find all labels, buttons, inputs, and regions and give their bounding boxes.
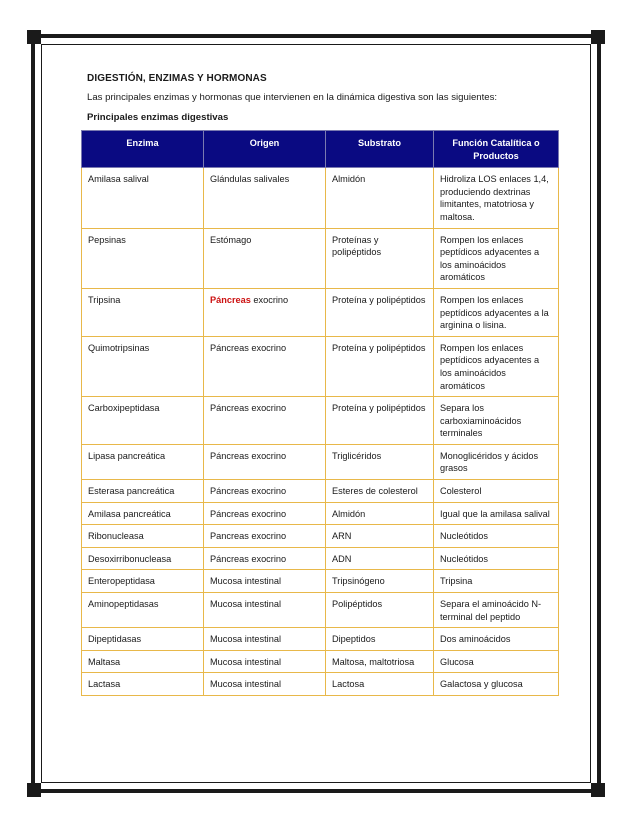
cell-enzima: Lactasa bbox=[82, 673, 204, 696]
cell-substrato: ARN bbox=[326, 525, 434, 548]
table-row bbox=[82, 168, 559, 228]
table-row bbox=[82, 650, 559, 673]
table-row bbox=[82, 228, 559, 288]
cell-origen: Mucosa intestinal bbox=[204, 593, 326, 628]
cell-origen-text: exocrino bbox=[250, 294, 289, 305]
table-row bbox=[82, 570, 559, 593]
cell-substrato: Proteína y polipéptidos bbox=[326, 397, 434, 445]
cell-origen: Mucosa intestinal bbox=[204, 628, 326, 651]
cell-substrato: Tripsinógeno bbox=[326, 570, 434, 593]
cell-origen: Páncreas exocrino bbox=[204, 480, 326, 503]
cell-enzima: Tripsina bbox=[82, 288, 204, 336]
cell-origen: Mucosa intestinal bbox=[204, 650, 326, 673]
cell-substrato: Proteína y polipéptidos bbox=[326, 288, 434, 336]
cell-enzima: Ribonucleasa bbox=[82, 525, 204, 548]
table-row bbox=[82, 480, 559, 503]
cell-funcion: Glucosa bbox=[434, 650, 559, 673]
enzymes-table bbox=[81, 130, 559, 696]
table-row bbox=[82, 444, 559, 479]
cell-enzima: Esterasa pancreática bbox=[82, 480, 204, 503]
cell-origen: Pancreas exocrino bbox=[204, 525, 326, 548]
table-row bbox=[82, 547, 559, 570]
table-row bbox=[82, 502, 559, 525]
cell-origen: Estómago bbox=[204, 228, 326, 288]
cell-funcion: Colesterol bbox=[434, 480, 559, 503]
cell-substrato: Almidón bbox=[326, 168, 434, 228]
highlighted-term: Páncreas bbox=[210, 294, 251, 305]
table-row bbox=[82, 397, 559, 445]
cell-enzima: Dipeptidasas bbox=[82, 628, 204, 651]
cell-substrato: Proteínas y polipéptidos bbox=[326, 228, 434, 288]
cell-funcion: Dos aminoácidos bbox=[434, 628, 559, 651]
table-heading: Principales enzimas digestivas bbox=[87, 112, 229, 123]
intro-paragraph: Las principales enzimas y hormonas que intervienen en la dinámica digestiva son las siguientes: bbox=[87, 92, 498, 103]
cell-origen: Páncreas exocrino bbox=[204, 502, 326, 525]
cell-substrato: Esteres de colesterol bbox=[326, 480, 434, 503]
cell-origen: Mucosa intestinal bbox=[204, 570, 326, 593]
cell-enzima: Carboxipeptidasa bbox=[82, 397, 204, 445]
table-row bbox=[82, 628, 559, 651]
table-row bbox=[82, 336, 559, 396]
table-row bbox=[82, 288, 559, 336]
cell-origen: Glándulas salivales bbox=[204, 168, 326, 228]
cell-enzima: Enteropeptidasa bbox=[82, 570, 204, 593]
cell-funcion: Galactosa y glucosa bbox=[434, 673, 559, 696]
document-title: DIGESTIÓN, ENZIMAS Y HORMONAS bbox=[87, 73, 267, 84]
header-enzima: Enzima bbox=[82, 131, 204, 168]
document-body bbox=[87, 73, 557, 123]
cell-enzima: Lipasa pancreática bbox=[82, 444, 204, 479]
header-origen: Origen bbox=[204, 131, 326, 168]
cell-enzima: Amilasa salival bbox=[82, 168, 204, 228]
cell-substrato: Triglicéridos bbox=[326, 444, 434, 479]
border-corner bbox=[591, 30, 605, 44]
cell-funcion: Rompen los enlaces peptídicos adyacentes a la arginina o lisina. bbox=[434, 288, 559, 336]
cell-enzima: Quimotripsinas bbox=[82, 336, 204, 396]
cell-origen: Páncreas exocrino bbox=[204, 336, 326, 396]
cell-origen: Páncreas exocrino bbox=[204, 547, 326, 570]
cell-substrato: Almidón bbox=[326, 502, 434, 525]
cell-funcion: Separa los carboxiaminoácidos terminales bbox=[434, 397, 559, 445]
cell-origen: Páncreas exocrino bbox=[204, 444, 326, 479]
cell-funcion: Igual que la amilasa salival bbox=[434, 502, 559, 525]
cell-origen: Páncreas exocrino bbox=[204, 397, 326, 445]
cell-funcion: Tripsina bbox=[434, 570, 559, 593]
cell-funcion: Rompen los enlaces peptídicos adyacentes a los aminoácidos aromáticos bbox=[434, 228, 559, 288]
cell-funcion: Nucleótidos bbox=[434, 525, 559, 548]
cell-enzima: Maltasa bbox=[82, 650, 204, 673]
table-row bbox=[82, 673, 559, 696]
cell-funcion: Nucleótidos bbox=[434, 547, 559, 570]
cell-origen: Mucosa intestinal bbox=[204, 673, 326, 696]
table-header-row bbox=[82, 131, 559, 168]
cell-substrato: Maltosa, maltotriosa bbox=[326, 650, 434, 673]
cell-enzima: Aminopeptidasas bbox=[82, 593, 204, 628]
cell-funcion: Rompen los enlaces peptídicos adyacentes a los aminoácidos aromáticos bbox=[434, 336, 559, 396]
cell-enzima: Pepsinas bbox=[82, 228, 204, 288]
cell-enzima: Amilasa pancreática bbox=[82, 502, 204, 525]
cell-substrato: Dipeptidos bbox=[326, 628, 434, 651]
border-corner bbox=[591, 783, 605, 797]
cell-enzima: Desoxirribonucleasa bbox=[82, 547, 204, 570]
cell-substrato: ADN bbox=[326, 547, 434, 570]
header-substrato: Substrato bbox=[326, 131, 434, 168]
header-funcion: Función Catalítica o Productos bbox=[434, 131, 559, 168]
cell-origen bbox=[204, 288, 326, 336]
table-row bbox=[82, 593, 559, 628]
cell-funcion: Separa el aminoácido N-terminal del peptido bbox=[434, 593, 559, 628]
cell-funcion: Hidroliza LOS enlaces 1,4, produciendo dextrinas limitantes, matotriosa y maltosa. bbox=[434, 168, 559, 228]
border-corner bbox=[27, 30, 41, 44]
cell-substrato: Lactosa bbox=[326, 673, 434, 696]
border-corner bbox=[27, 783, 41, 797]
cell-substrato: Polipéptidos bbox=[326, 593, 434, 628]
table-row bbox=[82, 525, 559, 548]
cell-funcion: Monoglicéridos y ácidos grasos bbox=[434, 444, 559, 479]
cell-substrato: Proteína y polipéptidos bbox=[326, 336, 434, 396]
